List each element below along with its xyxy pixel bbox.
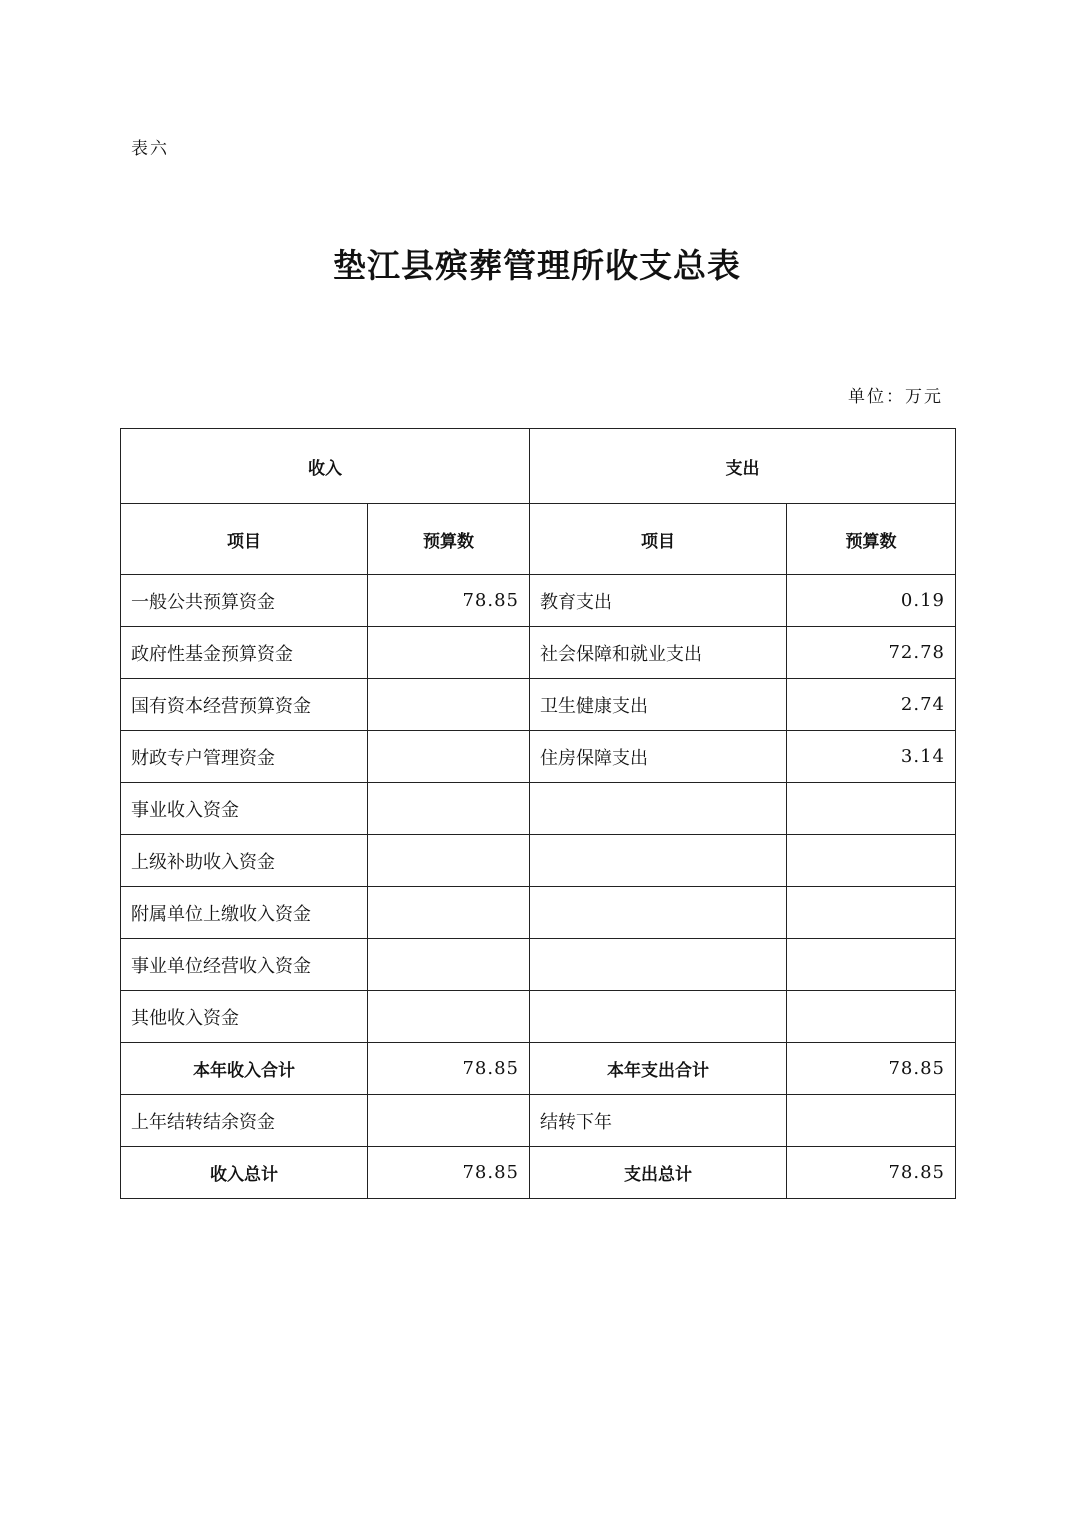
expense-item-cell: [530, 991, 787, 1043]
income-value-cell: [368, 991, 530, 1043]
annual-expense-total-value: 78.85: [787, 1043, 956, 1095]
expense-group-header: 支出: [530, 429, 956, 504]
carryover-expense-value: [787, 1095, 956, 1147]
expense-item-cell: 住房保障支出: [530, 731, 787, 783]
expense-budget-header: 预算数: [787, 504, 956, 575]
income-grand-total-label: 收入总计: [121, 1147, 368, 1199]
table-row: [121, 679, 956, 731]
expense-item-header: 项目: [530, 504, 787, 575]
page-title: 垫江县殡葬管理所收支总表: [333, 246, 741, 285]
expense-value-cell: [787, 991, 956, 1043]
expense-item-cell: [530, 939, 787, 991]
expense-value-cell: 2.74: [787, 679, 956, 731]
income-item-cell: 附属单位上缴收入资金: [121, 887, 368, 939]
expense-item-cell: [530, 783, 787, 835]
expense-value-cell: 3.14: [787, 731, 956, 783]
expense-grand-total-value: 78.85: [787, 1147, 956, 1199]
annual-income-total-value: 78.85: [368, 1043, 530, 1095]
income-item-cell: 国有资本经营预算资金: [121, 679, 368, 731]
expense-grand-total-label: 支出总计: [530, 1147, 787, 1199]
grand-total-row: [121, 1147, 956, 1199]
expense-value-cell: 0.19: [787, 575, 956, 627]
expense-value-cell: [787, 835, 956, 887]
table-row: [121, 939, 956, 991]
income-value-cell: [368, 835, 530, 887]
income-item-cell: 政府性基金预算资金: [121, 627, 368, 679]
table-row: [121, 887, 956, 939]
income-item-cell: 财政专户管理资金: [121, 731, 368, 783]
expense-item-cell: 卫生健康支出: [530, 679, 787, 731]
expense-value-cell: 72.78: [787, 627, 956, 679]
table-row: [121, 991, 956, 1043]
expense-value-cell: [787, 783, 956, 835]
income-value-cell: [368, 679, 530, 731]
expense-item-cell: [530, 887, 787, 939]
income-budget-header: 预算数: [368, 504, 530, 575]
income-item-cell: 上级补助收入资金: [121, 835, 368, 887]
carryover-expense-item: 结转下年: [530, 1095, 787, 1147]
table-row: [121, 783, 956, 835]
annual-income-total-label: 本年收入合计: [121, 1043, 368, 1095]
table-row: [121, 575, 956, 627]
expense-item-cell: [530, 835, 787, 887]
income-value-cell: [368, 887, 530, 939]
annual-total-row: [121, 1043, 956, 1095]
income-item-cell: 一般公共预算资金: [121, 575, 368, 627]
table-row: [121, 627, 956, 679]
expense-item-cell: 教育支出: [530, 575, 787, 627]
group-header-row: [121, 429, 956, 504]
annual-expense-total-label: 本年支出合计: [530, 1043, 787, 1095]
income-item-cell: 事业收入资金: [121, 783, 368, 835]
income-item-cell: 事业单位经营收入资金: [121, 939, 368, 991]
income-value-cell: [368, 627, 530, 679]
table-row: [121, 835, 956, 887]
income-grand-total-value: 78.85: [368, 1147, 530, 1199]
expense-value-cell: [787, 939, 956, 991]
expense-item-cell: 社会保障和就业支出: [530, 627, 787, 679]
income-group-header: 收入: [121, 429, 530, 504]
table-row: [121, 731, 956, 783]
income-value-cell: 78.85: [368, 575, 530, 627]
income-value-cell: [368, 783, 530, 835]
expense-value-cell: [787, 887, 956, 939]
income-value-cell: [368, 731, 530, 783]
carryover-income-value: [368, 1095, 530, 1147]
income-item-cell: 其他收入资金: [121, 991, 368, 1043]
income-value-cell: [368, 939, 530, 991]
unit-label: 单位：万元: [848, 387, 943, 407]
carryover-income-item: 上年结转结余资金: [121, 1095, 368, 1147]
income-expense-summary-table: [120, 428, 956, 1199]
column-header-row: [121, 504, 956, 575]
table-number-label: 表六: [131, 139, 169, 159]
carryover-row: [121, 1095, 956, 1147]
income-item-header: 项目: [121, 504, 368, 575]
